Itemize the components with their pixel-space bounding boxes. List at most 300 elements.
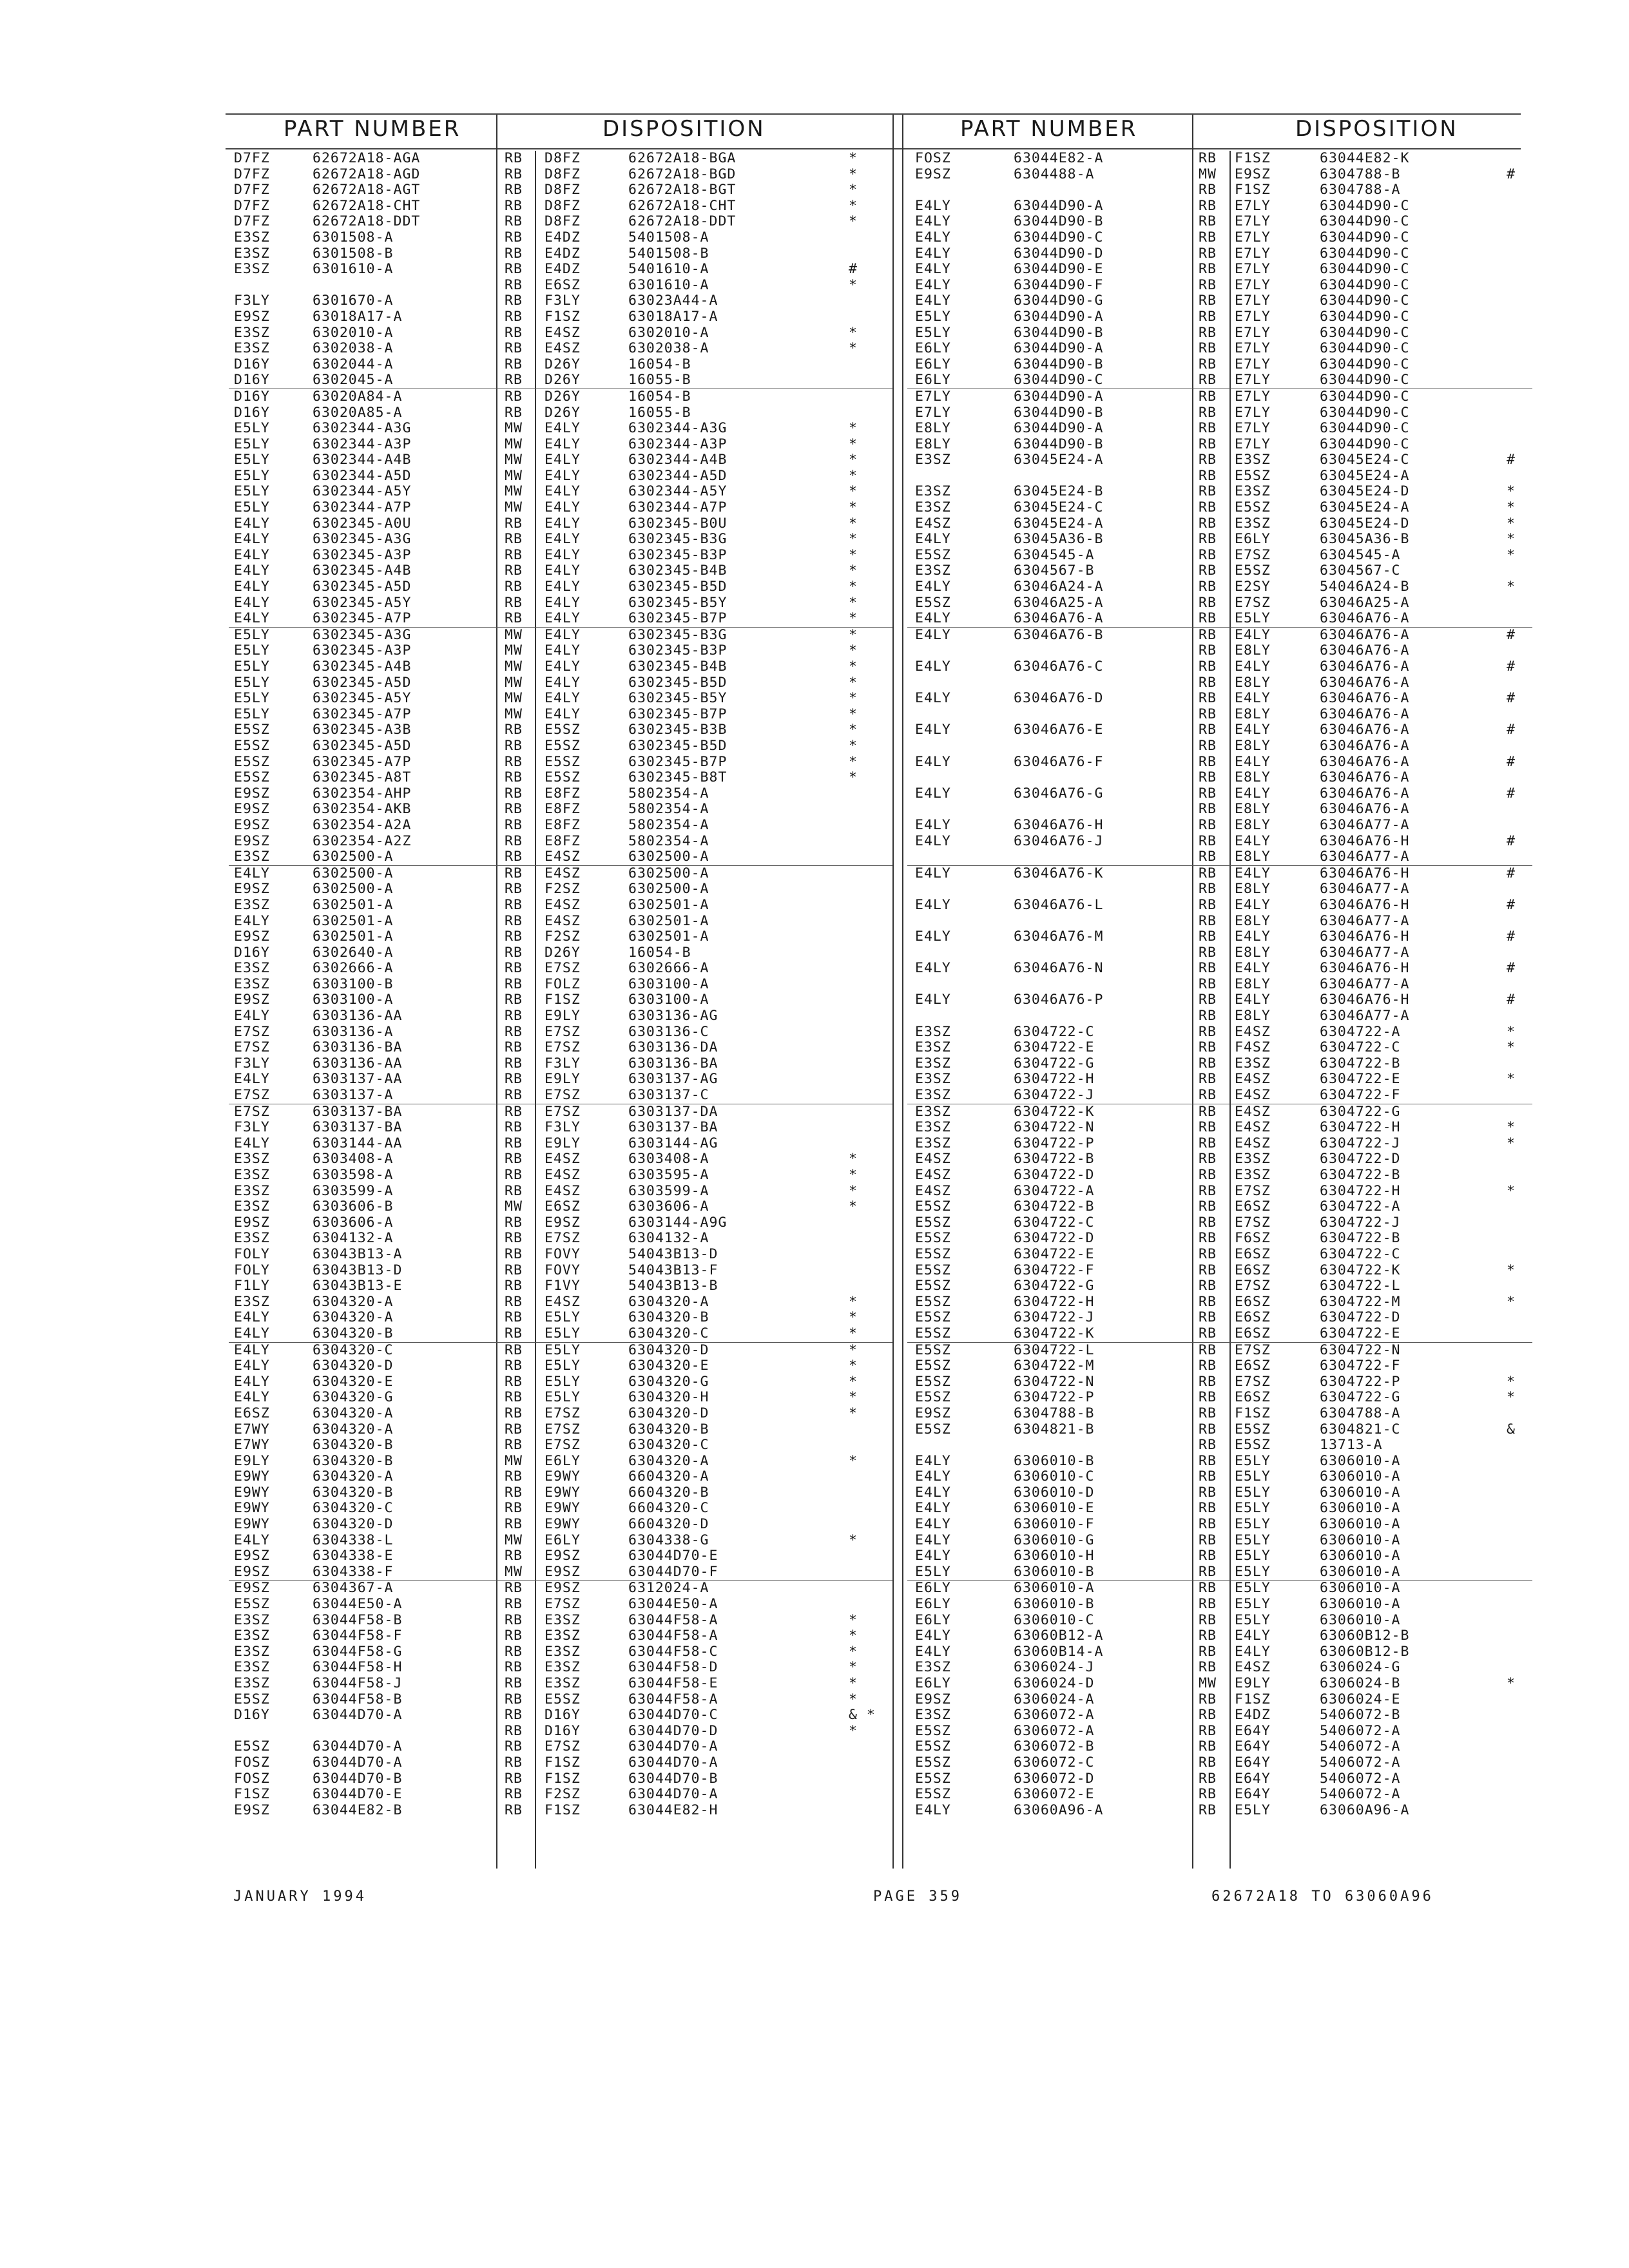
right-cell-part: 6306072-A	[1014, 1722, 1095, 1739]
left-table-row	[229, 357, 892, 373]
right-cell-model: E5SZ	[915, 594, 951, 611]
left-cell-code: MW	[505, 626, 523, 643]
right-cell-code: RB	[1199, 467, 1217, 484]
left-cell-part: 6302345-A8T	[313, 769, 412, 786]
right-cell-new-model: E7LY	[1235, 197, 1271, 214]
right-cell-part: 6304722-C	[1014, 1214, 1095, 1231]
left-cell-code: RB	[505, 816, 523, 833]
right-cell-model: E5SZ	[915, 1309, 951, 1326]
right-cell-new-part: 63046A76-A	[1320, 610, 1410, 627]
right-cell-code: RB	[1199, 213, 1217, 230]
left-table-row	[229, 628, 892, 644]
left-cell-model: E3SZ	[234, 261, 270, 278]
left-cell-new-part: 6303100-A	[628, 992, 709, 1008]
left-cell-code: RB	[505, 245, 523, 262]
left-cell-code: RB	[505, 1691, 523, 1707]
right-cell-model: E3SZ	[915, 1103, 951, 1120]
right-table-row	[907, 1692, 1532, 1708]
right-cell-code: RB	[1199, 340, 1217, 357]
left-cell-new-model: E4LY	[545, 658, 581, 675]
left-cell-new-model: E5SZ	[545, 769, 581, 786]
left-cell-model: E9LY	[234, 1452, 270, 1469]
left-table-row	[229, 992, 892, 1008]
right-table-row	[907, 1644, 1532, 1660]
left-cell-part: 6302345-A0U	[313, 515, 412, 532]
right-cell-new-model: E7LY	[1235, 213, 1271, 230]
right-cell-part: 6306072-D	[1014, 1770, 1095, 1787]
left-cell-mark: *	[849, 706, 858, 722]
left-cell-part: 6303136-A	[313, 1023, 394, 1040]
right-cell-new-model: E5LY	[1235, 1563, 1271, 1580]
left-cell-code: RB	[505, 562, 523, 579]
left-cell-new-part: 63044F58-A	[628, 1611, 718, 1628]
right-cell-new-model: E5SZ	[1235, 467, 1271, 484]
left-cell-part: 6303136-AA	[313, 1008, 403, 1024]
left-cell-model: E9SZ	[234, 832, 270, 849]
left-cell-model: E4LY	[234, 1389, 270, 1406]
right-table-row	[907, 802, 1532, 818]
left-cell-part: 63044F58-H	[313, 1659, 403, 1676]
left-table-row	[229, 1088, 892, 1104]
right-cell-part: 6304567-B	[1014, 562, 1095, 579]
right-cell-new-part: 63046A76-A	[1320, 722, 1410, 738]
left-cell-model: E9SZ	[234, 928, 270, 945]
right-cell-new-model: E5LY	[1235, 1468, 1271, 1485]
right-cell-new-model: F1SZ	[1235, 1691, 1271, 1707]
right-table-row	[907, 898, 1532, 914]
left-cell-part: 6302038-A	[313, 340, 394, 357]
left-cell-new-model: E5LY	[545, 1358, 581, 1374]
left-table-row	[229, 802, 892, 818]
left-cell-mark: *	[849, 1675, 858, 1691]
right-cell-new-part: 63046A76-A	[1320, 737, 1410, 754]
right-cell-new-part: 63046A76-A	[1320, 753, 1410, 770]
right-cell-code: RB	[1199, 1262, 1217, 1278]
left-table-row	[229, 786, 892, 802]
left-cell-new-model: F1SZ	[545, 1802, 581, 1818]
left-cell-code: RB	[505, 1309, 523, 1326]
right-cell-model: E4LY	[915, 753, 951, 770]
left-cell-new-part: 5802354-A	[628, 785, 709, 802]
right-cell-new-model: E8LY	[1235, 769, 1271, 786]
right-cell-model: E3SZ	[915, 1707, 951, 1724]
left-cell-new-model: E4LY	[545, 483, 581, 500]
left-disposition-header: DISPOSITION	[602, 116, 766, 142]
right-cell-code: RB	[1199, 1182, 1217, 1199]
left-table-row	[229, 230, 892, 246]
right-cell-model: E3SZ	[915, 1087, 951, 1104]
right-table-row	[907, 1707, 1532, 1724]
right-cell-part: 6306010-A	[1014, 1580, 1095, 1597]
right-cell-model: E5SZ	[915, 1389, 951, 1406]
left-cell-new-part: 6302345-B3G	[628, 531, 728, 548]
left-table-row	[229, 468, 892, 485]
right-cell-model: E7LY	[915, 404, 951, 421]
left-cell-part: 6302345-A3G	[313, 626, 412, 643]
right-cell-model: E4SZ	[915, 1151, 951, 1168]
left-cell-code: RB	[505, 610, 523, 627]
left-cell-mark: *	[849, 594, 858, 611]
right-cell-new-model: E4LY	[1235, 928, 1271, 945]
right-cell-model: E9SZ	[915, 1691, 951, 1707]
left-cell-part: 62672A18-AGT	[313, 182, 421, 198]
left-cell-model: E7SZ	[234, 1087, 270, 1104]
left-cell-model: D16Y	[234, 388, 270, 405]
left-cell-new-model: E4LY	[545, 546, 581, 563]
left-table-row	[229, 1040, 892, 1056]
left-cell-model: F3LY	[234, 293, 270, 309]
left-cell-new-model: E6LY	[545, 1532, 581, 1548]
left-cell-mark: *	[849, 753, 858, 770]
right-cell-part: 63044D90-D	[1014, 245, 1104, 262]
left-cell-new-part: 6301610-A	[628, 276, 709, 293]
left-cell-new-model: E3SZ	[545, 1643, 581, 1660]
right-cell-new-model: E9LY	[1235, 1675, 1271, 1691]
right-cell-mark: *	[1507, 499, 1516, 516]
right-cell-model: E4LY	[915, 928, 951, 945]
left-cell-new-model: E4LY	[545, 642, 581, 659]
right-cell-mark: *	[1507, 483, 1516, 500]
left-cell-new-model: E5LY	[545, 1373, 581, 1390]
left-table-row	[229, 1406, 892, 1422]
left-cell-new-model: E7SZ	[545, 1039, 581, 1056]
left-cell-code: RB	[505, 737, 523, 754]
left-table-row	[229, 1597, 892, 1613]
left-cell-part: 6304338-E	[313, 1548, 394, 1564]
left-cell-mark: *	[849, 1293, 858, 1310]
left-cell-new-part: 6304338-G	[628, 1532, 709, 1548]
left-cell-mark: *	[849, 1373, 858, 1390]
left-cell-part: 6303137-BA	[313, 1119, 403, 1136]
right-cell-new-part: 6304722-G	[1320, 1389, 1401, 1406]
right-cell-mark: *	[1507, 531, 1516, 548]
right-table-row	[907, 849, 1532, 866]
left-cell-model: D16Y	[234, 372, 270, 389]
right-table-row	[907, 1501, 1532, 1517]
right-cell-mark: *	[1507, 1119, 1516, 1136]
right-cell-model: E3SZ	[915, 483, 951, 500]
left-cell-new-part: 6302345-B7P	[628, 610, 728, 627]
left-cell-mark: *	[849, 1691, 858, 1707]
left-cell-part: 6302501-A	[313, 928, 394, 945]
left-table-row	[229, 1343, 892, 1359]
left-cell-mark: *	[849, 1167, 858, 1183]
left-cell-new-part: 63044F58-A	[628, 1628, 718, 1644]
right-cell-code: RB	[1199, 150, 1217, 166]
left-cell-new-model: FOVY	[545, 1262, 581, 1278]
right-table-row	[907, 1199, 1532, 1215]
left-cell-new-model: E3SZ	[545, 1675, 581, 1691]
left-cell-new-part: 6304320-A	[628, 1293, 709, 1310]
right-cell-new-model: E4LY	[1235, 960, 1271, 977]
right-cell-code: RB	[1199, 1563, 1217, 1580]
left-cell-model: E7WY	[234, 1421, 270, 1437]
left-cell-mark: *	[849, 722, 858, 738]
left-cell-model: E4LY	[234, 1532, 270, 1548]
left-table-row	[229, 1628, 892, 1644]
left-cell-mark: *	[849, 531, 858, 548]
left-cell-part: 6302344-A5D	[313, 467, 412, 484]
left-cell-code: RB	[505, 769, 523, 786]
center-divider-b	[902, 115, 903, 1869]
left-cell-code: RB	[505, 1008, 523, 1024]
right-cell-code: RB	[1199, 1325, 1217, 1341]
right-cell-new-part: 6306010-A	[1320, 1580, 1401, 1597]
left-cell-mark: *	[849, 1358, 858, 1374]
left-cell-new-part: 6304320-B	[628, 1309, 709, 1326]
left-table-row	[229, 278, 892, 294]
right-cell-code: RB	[1199, 1405, 1217, 1421]
left-cell-new-part: 6302344-A3P	[628, 436, 728, 452]
right-table-row	[907, 691, 1532, 707]
left-cell-new-part: 62672A18-BGD	[628, 166, 737, 182]
left-cell-new-model: D26Y	[545, 356, 581, 372]
right-cell-new-model: E7SZ	[1235, 1214, 1271, 1231]
right-cell-model: E3SZ	[915, 1023, 951, 1040]
left-cell-new-model: E9LY	[545, 1071, 581, 1088]
left-cell-model: D16Y	[234, 1707, 270, 1724]
right-table-row	[907, 1326, 1532, 1343]
right-cell-new-part: 63046A77-A	[1320, 849, 1410, 865]
right-cell-new-part: 63046A77-A	[1320, 912, 1410, 929]
right-table-row	[907, 262, 1532, 278]
right-cell-new-model: E7LY	[1235, 356, 1271, 372]
right-cell-new-part: 63046A76-A	[1320, 769, 1410, 786]
left-table-row	[229, 1136, 892, 1152]
right-cell-part: 6306072-C	[1014, 1754, 1095, 1771]
right-cell-code: RB	[1199, 1278, 1217, 1294]
right-cell-part: 6306072-B	[1014, 1738, 1095, 1755]
right-cell-model: E5LY	[915, 308, 951, 325]
left-table-row	[229, 849, 892, 866]
right-cell-part: 6304722-L	[1014, 1341, 1095, 1358]
left-cell-part: 6302345-A3B	[313, 722, 412, 738]
left-cell-code: RB	[505, 1103, 523, 1120]
left-cell-model: E9SZ	[234, 992, 270, 1008]
right-cell-part: 6304722-E	[1014, 1245, 1095, 1262]
right-table-row	[907, 1088, 1532, 1104]
right-cell-new-model: E7SZ	[1235, 1373, 1271, 1390]
right-cell-model: E3SZ	[915, 1039, 951, 1056]
left-cell-part: 6302345-A5Y	[313, 690, 412, 707]
right-cell-model: E4LY	[915, 197, 951, 214]
left-cell-new-part: 6302345-B4B	[628, 562, 728, 579]
left-cell-code: RB	[505, 1039, 523, 1056]
left-cell-new-part: 5401508-B	[628, 245, 709, 262]
left-cell-part: 6302345-A3P	[313, 546, 412, 563]
right-cell-new-part: 63044D90-C	[1320, 276, 1410, 293]
right-table-row	[907, 1024, 1532, 1041]
right-cell-code: RB	[1199, 245, 1217, 262]
left-cell-new-model: E4LY	[545, 515, 581, 532]
left-cell-new-part: 6302038-A	[628, 340, 709, 357]
left-table-row	[229, 1771, 892, 1787]
right-cell-code: RB	[1199, 1214, 1217, 1231]
right-cell-code: RB	[1199, 229, 1217, 245]
left-cell-code: RB	[505, 229, 523, 245]
right-cell-new-model: E6SZ	[1235, 1389, 1271, 1406]
left-cell-model: E4LY	[234, 515, 270, 532]
left-cell-new-model: D26Y	[545, 388, 581, 405]
left-cell-code: MW	[505, 420, 523, 437]
right-cell-part: 63044D90-A	[1014, 197, 1104, 214]
right-cell-code: RB	[1199, 1119, 1217, 1136]
right-cell-code: RB	[1199, 562, 1217, 579]
right-cell-new-model: E3SZ	[1235, 452, 1271, 468]
left-cell-model: E5LY	[234, 690, 270, 707]
left-table-row	[229, 675, 892, 691]
left-cell-new-model: E8FZ	[545, 801, 581, 818]
right-cell-code: RB	[1199, 483, 1217, 500]
right-cell-code: RB	[1199, 1452, 1217, 1469]
right-cell-part: 63044D90-B	[1014, 356, 1104, 372]
left-cell-new-part: 6302500-A	[628, 865, 709, 881]
left-cell-new-part: 62672A18-BGT	[628, 182, 737, 198]
left-cell-model: E4LY	[234, 531, 270, 548]
left-cell-model: E3SZ	[234, 1198, 270, 1215]
left-cell-new-model: E9LY	[545, 1135, 581, 1151]
left-cell-new-model: E5SZ	[545, 737, 581, 754]
right-cell-new-part: 5406072-A	[1320, 1770, 1401, 1787]
left-cell-new-part: 6303136-C	[628, 1023, 709, 1040]
left-cell-model: E4LY	[234, 610, 270, 627]
left-cell-code: RB	[505, 356, 523, 372]
left-cell-new-model: E3SZ	[545, 1628, 581, 1644]
right-table-row	[907, 325, 1532, 341]
left-cell-part: 6303606-A	[313, 1214, 394, 1231]
right-cell-code: RB	[1199, 1055, 1217, 1072]
left-cell-new-part: 62672A18-DDT	[628, 213, 737, 230]
left-cell-new-model: E5LY	[545, 1309, 581, 1326]
left-cell-mark: *	[849, 483, 858, 500]
right-cell-part: 63046A24-A	[1014, 579, 1104, 595]
right-table-row	[907, 1390, 1532, 1406]
right-cell-part: 63046A76-N	[1014, 960, 1104, 977]
right-table-row	[907, 1231, 1532, 1247]
right-cell-new-part: 5406072-A	[1320, 1754, 1401, 1771]
left-cell-new-part: 6302345-B5D	[628, 674, 728, 691]
right-cell-new-part: 63044D90-C	[1320, 340, 1410, 357]
right-cell-mark: #	[1507, 753, 1516, 770]
left-table-row	[229, 437, 892, 453]
right-cell-new-part: 63044D90-C	[1320, 261, 1410, 278]
right-cell-mark: *	[1507, 1023, 1516, 1040]
right-cell-new-model: E7LY	[1235, 293, 1271, 309]
right-table-row	[907, 675, 1532, 691]
right-cell-code: RB	[1199, 1722, 1217, 1739]
right-part-number-header: PART NUMBER	[960, 116, 1138, 142]
left-table-row	[229, 1278, 892, 1294]
right-cell-model: E4LY	[915, 579, 951, 595]
right-cell-new-part: 63046A76-A	[1320, 642, 1410, 659]
left-cell-model: D7FZ	[234, 213, 270, 230]
right-cell-new-part: 63044D90-C	[1320, 213, 1410, 230]
left-cell-mark: *	[849, 769, 858, 786]
right-cell-model: E4SZ	[915, 1182, 951, 1199]
left-cell-new-model: E4LY	[545, 610, 581, 627]
right-cell-code: RB	[1199, 944, 1217, 961]
left-cell-part: 63044D70-A	[313, 1754, 403, 1771]
left-cell-model: E4LY	[234, 1008, 270, 1024]
left-cell-new-model: E4LY	[545, 626, 581, 643]
left-cell-part: 6302345-A5D	[313, 579, 412, 595]
left-table-row	[229, 1072, 892, 1088]
left-cell-new-part: 63023A44-A	[628, 293, 718, 309]
left-table-row	[229, 595, 892, 611]
left-cell-new-part: 6302345-B3P	[628, 546, 728, 563]
right-cell-part: 6304488-A	[1014, 166, 1095, 182]
right-cell-code: RB	[1199, 420, 1217, 437]
right-table-row	[907, 1358, 1532, 1374]
left-cell-new-part: 5401610-A	[628, 261, 709, 278]
right-table-row	[907, 532, 1532, 548]
left-cell-new-part: 63044F58-E	[628, 1675, 718, 1691]
right-cell-new-part: 63046A76-H	[1320, 928, 1410, 945]
left-table-row	[229, 1501, 892, 1517]
right-cell-new-part: 63045E24-A	[1320, 467, 1410, 484]
right-cell-code: RB	[1199, 1611, 1217, 1628]
right-cell-mark: #	[1507, 865, 1516, 881]
left-cell-mark: *	[849, 642, 858, 659]
right-cell-model: FOSZ	[915, 150, 951, 166]
left-table-row	[229, 1676, 892, 1692]
left-cell-part: 6302500-A	[313, 865, 394, 881]
right-cell-new-part: 6304722-F	[1320, 1087, 1401, 1104]
left-cell-model: E5LY	[234, 706, 270, 722]
left-cell-part: 63044E50-A	[313, 1596, 403, 1613]
right-cell-new-part: 6306010-A	[1320, 1611, 1401, 1628]
right-cell-new-model: E8LY	[1235, 816, 1271, 833]
right-cell-code: RB	[1199, 1628, 1217, 1644]
left-cell-new-part: 6302345-B5Y	[628, 690, 728, 707]
left-cell-part: 63020A85-A	[313, 404, 403, 421]
left-cell-part: 6304320-B	[313, 1452, 394, 1469]
left-cell-code: RB	[505, 515, 523, 532]
right-cell-new-model: E7SZ	[1235, 594, 1271, 611]
left-cell-code: RB	[505, 1119, 523, 1136]
left-cell-part: 6303598-A	[313, 1167, 394, 1183]
left-cell-new-part: 6302345-B5D	[628, 579, 728, 595]
right-table-row	[907, 1343, 1532, 1359]
left-cell-code: RB	[505, 1675, 523, 1691]
left-cell-new-model: E4SZ	[545, 340, 581, 357]
left-cell-part: 6302344-A5Y	[313, 483, 412, 500]
right-cell-part: 6306024-A	[1014, 1691, 1095, 1707]
left-cell-mark: *	[849, 1198, 858, 1215]
right-cell-new-model: F1SZ	[1235, 1405, 1271, 1421]
right-cell-code: RB	[1199, 753, 1217, 770]
left-cell-part: 6303606-B	[313, 1198, 394, 1215]
left-cell-code: RB	[505, 1341, 523, 1358]
right-cell-code: RB	[1199, 1802, 1217, 1818]
left-cell-part: 6304320-B	[313, 1484, 394, 1501]
left-cell-model: FOLY	[234, 1245, 270, 1262]
left-cell-new-part: 6303144-AG	[628, 1135, 718, 1151]
right-cell-new-part: 63044D90-C	[1320, 293, 1410, 309]
left-cell-new-model: E5LY	[545, 1389, 581, 1406]
right-cell-code: RB	[1199, 452, 1217, 468]
left-cell-new-part: 6302500-A	[628, 849, 709, 865]
right-table-row	[907, 468, 1532, 485]
left-table-row	[229, 1707, 892, 1724]
right-cell-new-model: E64Y	[1235, 1786, 1271, 1803]
left-cell-new-part: 6302345-B4B	[628, 658, 728, 675]
right-cell-new-model: E8LY	[1235, 674, 1271, 691]
left-table-row	[229, 309, 892, 325]
left-cell-code: RB	[505, 896, 523, 913]
left-cell-new-part: 6302344-A3G	[628, 420, 728, 437]
right-cell-new-model: E5LY	[1235, 1500, 1271, 1517]
